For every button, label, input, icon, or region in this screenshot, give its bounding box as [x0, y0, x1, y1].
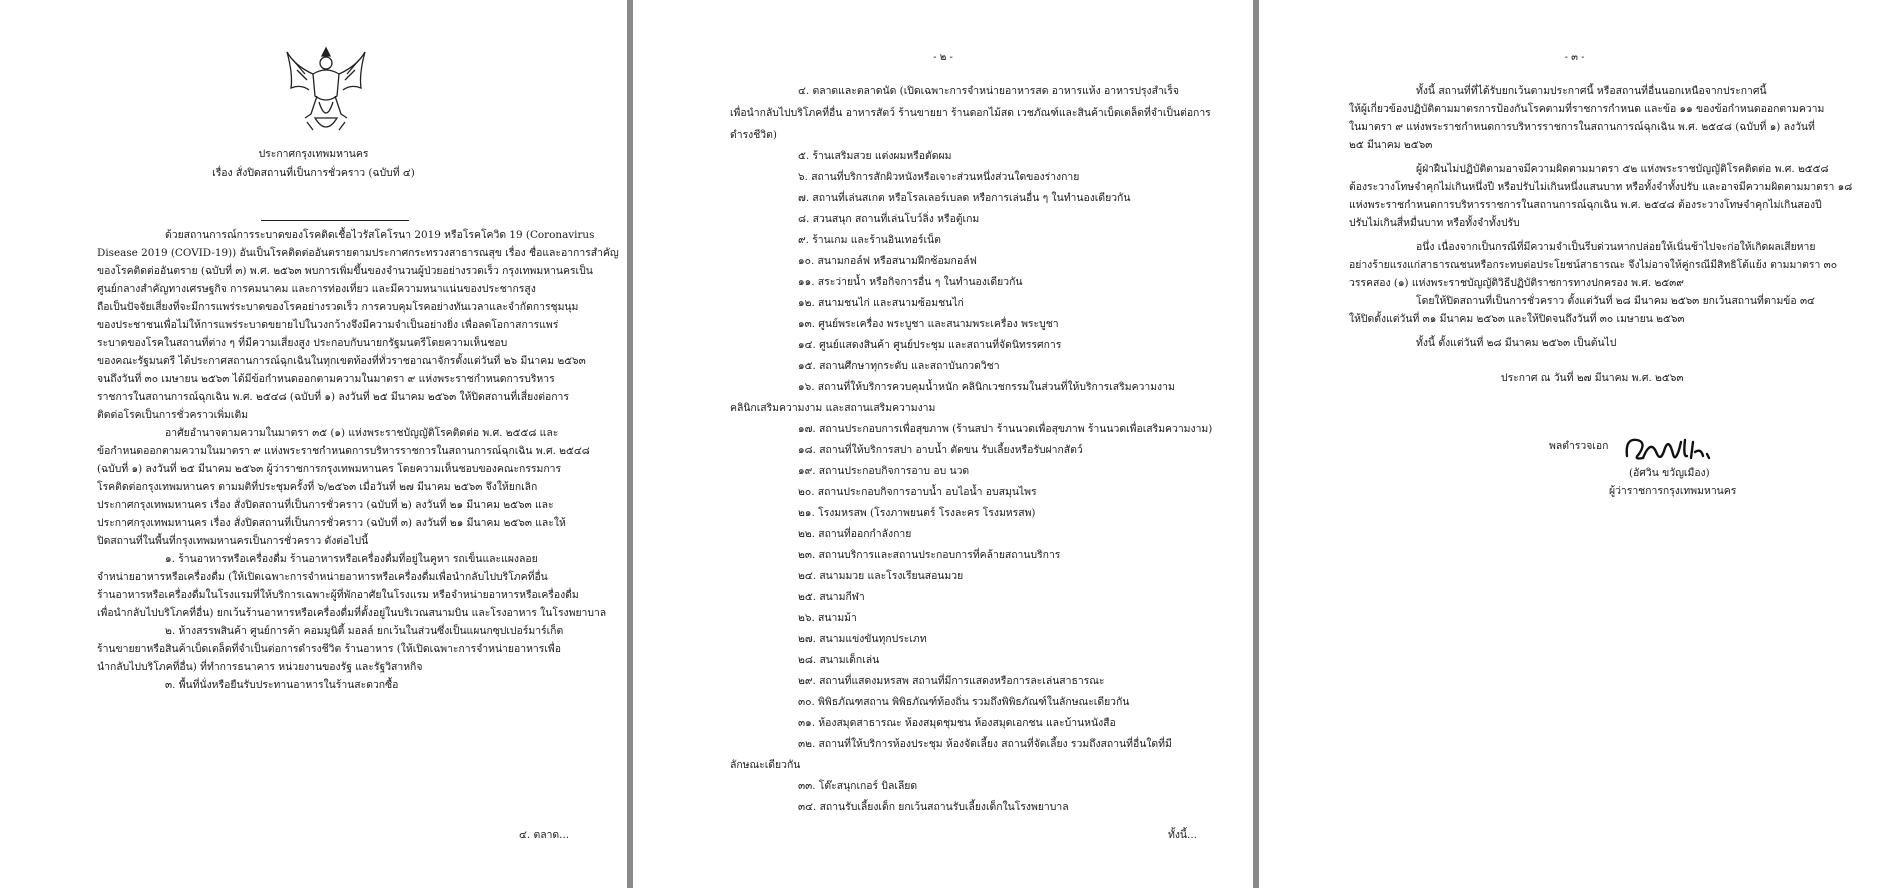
list-item: ๑๖. สถานที่ให้บริการควบคุมน้ำหนัก คลินิกเวชกรรมในส่วนที่ให้บริการเสริมความงาม: [798, 381, 1175, 393]
list-item: ๕. ร้านเสริมสวย แต่งผมหรือตัดผม: [798, 150, 952, 162]
body-line: ร้านขายยาหรือสินค้าเบ็ดเตล็ดที่จำเป็นต่อการดำรงชีวิต ร้านอาหาร (ให้เปิดเฉพาะการจำหน่ายอาหารเพื่อ: [97, 643, 561, 655]
body-line: ถือเป็นปัจจัยเสี่ยงที่จะมีการแพร่ระบาดของโรคอย่างรวดเร็ว การควบคุมโรคอย่างทันเวลาและจำกัดการชุมนุม: [97, 301, 579, 313]
list-item: ๒๑. โรงมหรสพ (โรงภาพยนตร์ โรงละคร โรงมหรสพ): [798, 507, 1036, 519]
list-item: ๓๓. โต๊ะสนุกเกอร์ บิลเลียด: [798, 780, 918, 792]
list-item: ๒๘. สนามเด็กเล่น: [798, 654, 880, 666]
body-line: นำกลับไปบริโภคที่อื่น) ที่ทำการธนาคาร หน่วยงานของรัฐ และรัฐวิสาหกิจ: [97, 661, 423, 673]
body-line: ๑. ร้านอาหารหรือเครื่องดื่ม ร้านอาหารหรือเครื่องดื่มที่อยู่ในคูหา รถเข็นและแผงลอย: [165, 553, 538, 565]
list-item: ๑๘. สถานที่ให้บริการสปา อาบน้ำ ตัดขน รับเลี้ยงหรือรับฝากสัตว์: [798, 444, 1083, 456]
divider: [261, 220, 409, 221]
body-line: จำหน่ายอาหารหรือเครื่องดื่ม (ให้เปิดเฉพาะการจำหน่ายอาหารหรือเครื่องดื่มเพื่อนำกลับไปบริโภคที่อื่น: [97, 571, 548, 583]
body-line: เพื่อนำกลับไปบริโภคที่อื่น) ยกเว้นร้านอาหารหรือเครื่องดื่มที่ตั้งอยู่ในบริเวณสนามบิน และโรงอาหาร ในโรงพยาบาล: [97, 607, 607, 619]
list-item: ๙. ร้านเกม และร้านอินเทอร์เน็ต: [798, 234, 941, 246]
page-number: - ๒ -: [933, 52, 953, 63]
body-line: ติดต่อโรคเป็นการชั่วคราวเพิ่มเติม: [97, 409, 249, 421]
body-line: ปรับไม่เกินสี่หมื่นบาท หรือทั้งจำทั้งปรับ: [1349, 217, 1520, 229]
list-item: ๒๖. สนามม้า: [798, 612, 857, 624]
list-item: ๒๔. สนามมวย และโรงเรียนสอนมวย: [798, 570, 964, 582]
body-line: โรคติดต่อกรุงเทพมหานคร ตามมติที่ประชุมครั้งที่ ๖/๒๕๖๓ เมื่อวันที่ ๒๗ มีนาคม ๒๕๖๓ จึงให้ยกเลิก: [97, 481, 538, 493]
list-item: ๘. สวนสนุก สถานที่เล่นโบว์ลิ่ง หรือตู้เกม: [798, 213, 980, 225]
page-2: [633, 0, 1253, 888]
signer-rank: พลตำรวจเอก: [1549, 440, 1609, 452]
body-line: (ฉบับที่ ๑) ลงวันที่ ๒๕ มีนาคม ๒๕๖๓ ผู้ว่าราชการกรุงเทพมหานคร โดยความเห็นชอบของคณะกรรมการ: [97, 463, 562, 475]
body-line: ของโรคติดต่ออันตราย (ฉบับที่ ๓) พ.ศ. ๒๕๖๓ พบการเพิ่มขึ้นของจำนวนผู้ป่วยอย่างรวดเร็ว กรุงเทพมหานครเป็น: [97, 265, 593, 277]
body-line: ให้ผู้เกี่ยวข้องปฏิบัติตามมาตรการป้องกันโรคตามที่ราชการกำหนด และข้อ ๑๑ ของข้อกำหนดออกตามความ: [1349, 103, 1825, 115]
body-line: ให้ปิดตั้งแต่วันที่ ๓๑ มีนาคม ๒๕๖๓ และให้ปิดจนถึงวันที่ ๓๐ เมษายน ๒๕๖๓: [1349, 313, 1685, 325]
body-line: อย่างร้ายแรงแก่สาธารณชนหรือกระทบต่อประโยชน์สาธารณะ จึงไม่อาจให้คู่กรณีมีสิทธิโต้แย้ง ตามมาตรา ๓๐: [1349, 259, 1838, 271]
body-line: ข้อกำหนดออกตามความในมาตรา ๙ แห่งพระราชกำหนดการบริหารราชการในสถานการณ์ฉุกเฉิน พ.ศ. ๒๕๔๘: [97, 445, 590, 457]
page-number: - ๓ -: [1564, 52, 1585, 63]
page-footer: ๔. ตลาด...: [519, 829, 570, 841]
signature-image: [1621, 428, 1717, 466]
signer-name: (อัศวิน ขวัญเมือง): [1629, 467, 1710, 479]
list-item: ๔. ตลาดและตลาดนัด (เปิดเฉพาะการจำหน่ายอาหารสด อาหารแห้ง อาหารปรุงสำเร็จ: [798, 85, 1179, 97]
body-line: วรรคสอง (๑) แห่งพระราชบัญญัติวิธีปฏิบัติราชการทางปกครอง พ.ศ. ๒๕๓๙: [1349, 277, 1684, 289]
body-line: ผู้ฝ่าฝืนไม่ปฏิบัติตามอาจมีความผิดตามมาตรา ๕๒ แห่งพระราชบัญญัติโรคติดต่อ พ.ศ. ๒๕๕๘: [1416, 163, 1829, 175]
body-line: ๒. ห้างสรรพสินค้า ศูนย์การค้า คอมมูนิตี้ มอลล์ ยกเว้นในส่วนซึ่งเป็นแผนกซุปเปอร์มาร์เก็ต: [165, 625, 564, 637]
body-line: ศูนย์กลางสำคัญทางเศรษฐกิจ การคมนาคม และการท่องเที่ยว และมีความหนาแน่นของประชากรสูง: [97, 283, 536, 295]
list-item: ๒๒. สถานที่ออกกำลังกาย: [798, 528, 912, 540]
list-item: ๑๑. สระว่ายน้ำ หรือกิจการอื่น ๆ ในทำนองเดียวกัน: [798, 276, 1023, 288]
page-3: [1259, 0, 1890, 888]
body-line: ทั้งนี้ สถานที่ที่ได้รับยกเว้นตามประกาศนี้ หรือสถานที่อื่นนอกเหนือจากประกาศนี้: [1416, 85, 1767, 97]
body-line: อนึ่ง เนื่องจากเป็นกรณีที่มีความจำเป็นรีบด่วนหากปล่อยให้เนิ่นช้าไปจะก่อให้เกิดผลเสียหาย: [1416, 241, 1816, 253]
list-item: ดำรงชีวิต): [730, 129, 777, 141]
list-item: ๓๐. พิพิธภัณฑสถาน พิพิธภัณฑ์ท้องถิ่น รวมถึงพิพิธภัณฑ์ในลักษณะเดียวกัน: [798, 696, 1130, 708]
list-item: ๑๐. สนามกอล์ฟ หรือสนามฝึกซ้อมกอล์ฟ: [798, 255, 977, 267]
list-item: ๓๑. ห้องสมุดสาธารณะ ห้องสมุดชุมชน ห้องสมุดเอกชน และบ้านหนังสือ: [798, 717, 1116, 729]
list-item: ๒๕. สนามกีฬา: [798, 591, 865, 603]
body-line: ๒๕ มีนาคม ๒๕๖๓: [1349, 139, 1433, 151]
body-line: ต้องระวางโทษจำคุกไม่เกินหนึ่งปี หรือปรับไม่เกินหนึ่งแสนบาท หรือทั้งจำทั้งปรับ และอาจมีความผิดตามมาตรา ๑๘: [1349, 181, 1853, 193]
body-line: Disease 2019 (COVID-19)) อันเป็นโรคติดต่ออันตรายตามประกาศกระทรวงสาธารณสุข เรื่อง ชื่อและอาการสำคัญ: [97, 247, 619, 259]
body-line: ปิดสถานที่ในพื้นที่กรุงเทพมหานครเป็นการชั่วคราว ดังต่อไปนี้: [97, 535, 369, 547]
list-item: ๖. สถานที่บริการสักผิวหนังหรือเจาะส่วนหนึ่งส่วนใดของร่างกาย: [798, 171, 1080, 183]
announcement-date: ประกาศ ณ วันที่ ๒๗ มีนาคม พ.ศ. ๒๕๖๓: [1501, 372, 1684, 384]
signer-position: ผู้ว่าราชการกรุงเทพมหานคร: [1609, 485, 1737, 497]
list-item: เพื่อนำกลับไปบริโภคที่อื่น อาหารสัตว์ ร้านขายยา ร้านดอกไม้สด เวชภัณฑ์และสินค้าเบ็ดเตล็ดที่จำเป็นต่อการ: [730, 107, 1211, 119]
list-item: ๒๐. สถานประกอบกิจการอาบน้ำ อบไอน้ำ อบสมุนไพร: [798, 486, 1037, 498]
body-line: ของคณะรัฐมนตรี ได้ประกาศสถานการณ์ฉุกเฉินในทุกเขตท้องที่ทั่วราชอาณาจักรตั้งแต่วันที่ ๒๖ มีนาคม ๒๕๖๓: [97, 355, 586, 367]
body-line: โดยให้ปิดสถานที่เป็นการชั่วคราว ตั้งแต่วันที่ ๒๘ มีนาคม ๒๕๖๓ ยกเว้นสถานที่ตามข้อ ๓๔: [1416, 295, 1815, 307]
list-item: ๑๔. ศูนย์แสดงสินค้า ศูนย์ประชุม และสถานที่จัดนิทรรศการ: [798, 339, 1062, 351]
list-item: ๓๔. สถานรับเลี้ยงเด็ก ยกเว้นสถานรับเลี้ยงเด็กในโรงพยาบาล: [798, 801, 1069, 813]
page-footer: ทั้งนี้...: [1168, 829, 1197, 841]
body-line: ด้วยสถานการณ์การระบาดของโรคติดเชื้อไวรัสโคโรนา 2019 หรือโรคโควิด 19 (Coronavirus: [165, 229, 595, 241]
body-line: ทั้งนี้ ตั้งแต่วันที่ ๒๘ มีนาคม ๒๕๖๓ เป็นต้นไป: [1416, 337, 1617, 349]
list-item: ๒๗. สนามแข่งขันทุกประเภท: [798, 633, 927, 645]
list-item: ๗. สถานที่เล่นสเกต หรือโรลเลอร์เบลด หรือการเล่นอื่น ๆ ในทำนองเดียวกัน: [798, 192, 1131, 204]
body-line: ประกาศกรุงเทพมหานคร เรื่อง สั่งปิดสถานที่เป็นการชั่วคราว (ฉบับที่ ๓) ลงวันที่ ๒๑ มีนาคม ๒๕๖๓ และให้: [97, 517, 566, 529]
body-line: ประกาศกรุงเทพมหานคร เรื่อง สั่งปิดสถานที่เป็นการชั่วคราว (ฉบับที่ ๒) ลงวันที่ ๒๑ มีนาคม ๒๕๖๓ และ: [97, 499, 554, 511]
list-item: ๑๓. ศูนย์พระเครื่อง พระบูชา และสนามพระเครื่อง พระบูชา: [798, 318, 1059, 330]
header-org: ประกาศกรุงเทพมหานคร: [258, 148, 369, 160]
garuda-emblem-icon: [283, 44, 369, 138]
list-item: ๑๗. สถานประกอบการเพื่อสุขภาพ (ร้านสปา ร้านนวดเพื่อสุขภาพ ร้านนวดเพื่อเสริมความงาม): [798, 423, 1213, 435]
header-subject: เรื่อง สั่งปิดสถานที่เป็นการชั่วคราว (ฉบับที่ ๔): [212, 167, 415, 179]
body-line: ๓. พื้นที่นั่งหรือยืนรับประทานอาหารในร้านสะดวกซื้อ: [165, 679, 399, 691]
body-line: ของประชาชนเพื่อไม่ให้การแพร่ระบาดขยายไปในวงกว้างจึงมีความจำเป็นอย่างยิ่ง เพื่อลดโอกาสการแพร่: [97, 319, 559, 331]
list-item: ๓๒. สถานที่ให้บริการห้องประชุม ห้องจัดเลี้ยง สถานที่จัดเลี้ยง รวมถึงสถานที่อื่นใดที่มี: [798, 738, 1172, 750]
body-line: จนถึงวันที่ ๓๐ เมษายน ๒๕๖๓ ได้มีข้อกำหนดออกตามความในมาตรา ๙ แห่งพระราชกำหนดการบริหาร: [97, 373, 555, 385]
body-line: ร้านอาหารหรือเครื่องดื่มในโรงแรมที่ให้บริการเฉพาะผู้ที่พักอาศัยในโรงแรม หรือจำหน่ายอาหารหรือเครื่องดื่ม: [97, 589, 579, 601]
body-line: ราชการในสถานการณ์ฉุกเฉิน พ.ศ. ๒๕๔๘ (ฉบับที่ ๑) ลงวันที่ ๒๕ มีนาคม ๒๕๖๓ ให้ปิดสถานที่เสี่ยงต่อการ: [97, 391, 569, 403]
list-item: ลักษณะเดียวกัน: [730, 759, 801, 771]
list-item: ๑๙. สถานประกอบกิจการอาบ อบ นวด: [798, 465, 970, 477]
body-line: ระบาดของโรคในสถานที่ต่าง ๆ ที่มีความเสี่ยงสูง ประกอบกับนายกรัฐมนตรีโดยความเห็นชอบ: [97, 337, 508, 349]
page-1: [0, 0, 627, 888]
list-item: คลินิกเสริมความงาม และสถานเสริมความงาม: [730, 402, 936, 414]
list-item: ๒๓. สถานบริการและสถานประกอบการที่คล้ายสถานบริการ: [798, 549, 1061, 561]
list-item: ๒๙. สถานที่แสดงมหรสพ สถานที่มีการแสดงหรือการละเล่นสาธารณะ: [798, 675, 1105, 687]
body-line: แห่งพระราชกำหนดการบริหารราชการในสถานการณ์ฉุกเฉิน พ.ศ. ๒๕๔๘ ต้องระวางโทษจำคุกไม่เกินสองปี: [1349, 199, 1822, 211]
list-item: ๑๕. สถานศึกษาทุกระดับ และสถาบันกวดวิชา: [798, 360, 1000, 372]
list-item: ๑๒. สนามชนไก่ และสนามซ้อมชนไก่: [798, 297, 964, 309]
body-line: อาศัยอำนาจตามความในมาตรา ๓๕ (๑) แห่งพระราชบัญญัติโรคติดต่อ พ.ศ. ๒๕๕๘ และ: [165, 427, 559, 439]
body-line: ในมาตรา ๙ แห่งพระราชกำหนดการบริหารราชการในสถานการณ์ฉุกเฉิน พ.ศ. ๒๕๔๘ (ฉบับที่ ๑) ลงวันที่: [1349, 121, 1815, 133]
